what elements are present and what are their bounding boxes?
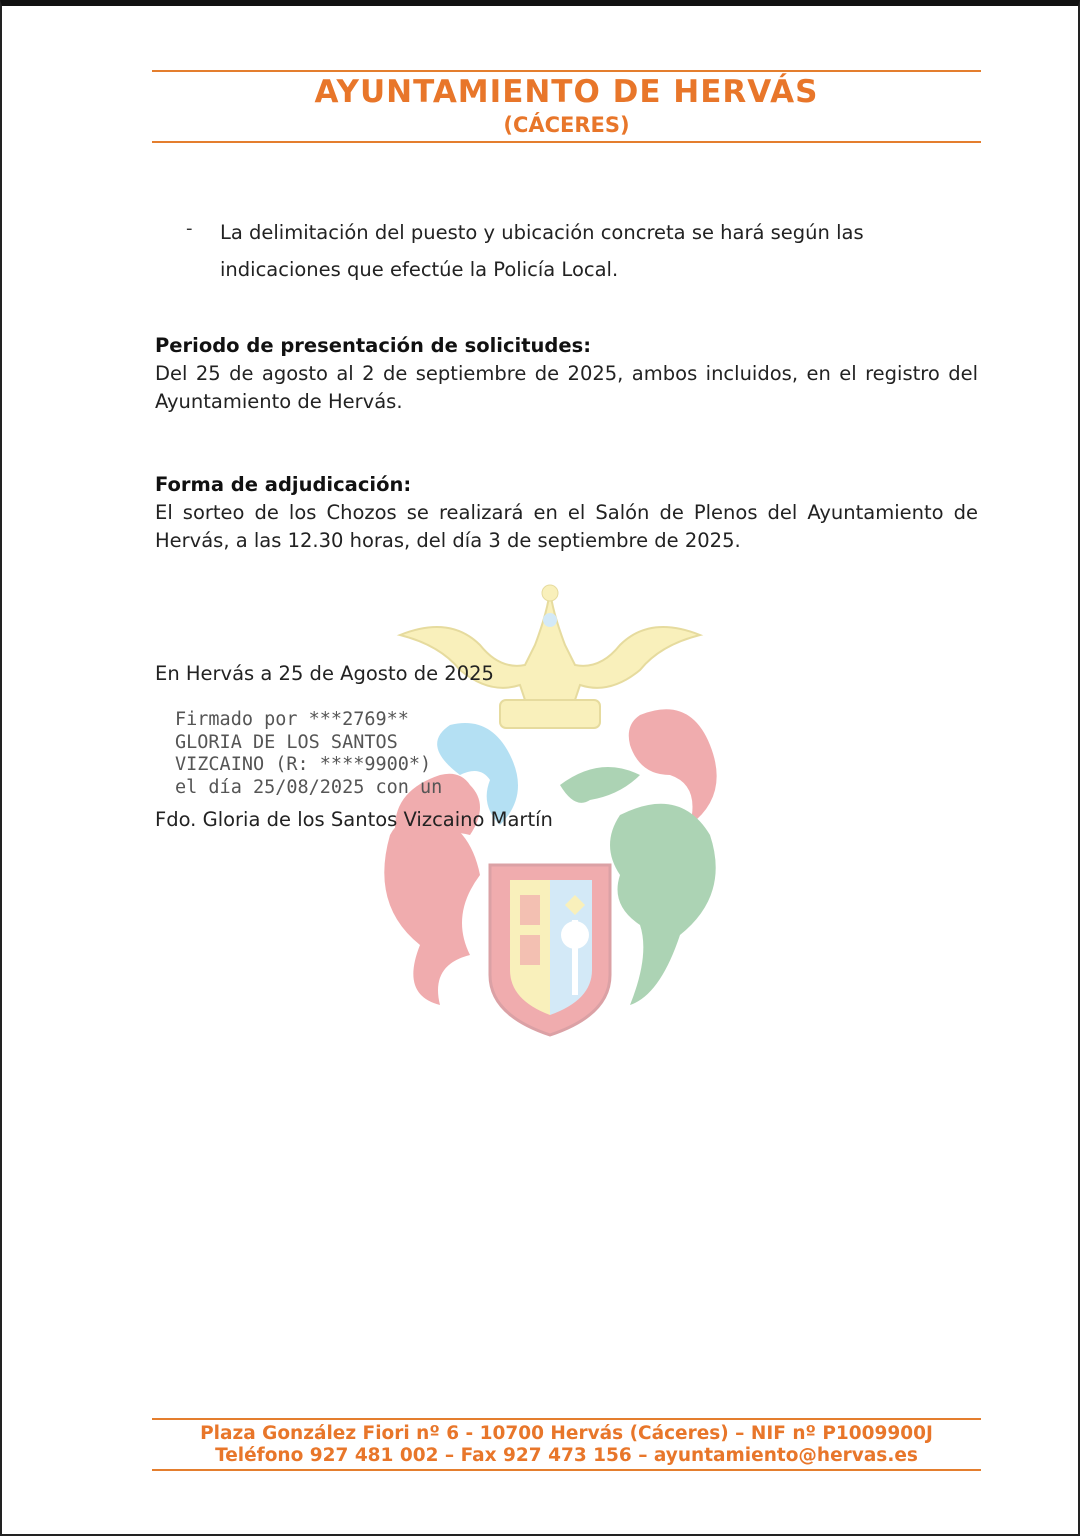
- footer-top-rule: [152, 1418, 981, 1420]
- periodo-body: Del 25 de agosto al 2 de septiembre de 2025, ambos incluidos, en el registro del Ayuntamiento de Hervás.: [155, 362, 978, 413]
- header-subtitle: (CÁCERES): [503, 113, 630, 137]
- periodo-heading: Periodo de presentación de solicitudes:: [155, 334, 592, 357]
- header-top-rule: [152, 70, 981, 72]
- forma-body: El sorteo de los Chozos se realizará en el Salón de Plenos del Ayuntamiento de Hervás, a las 12.30 horas, del día 3 de septiembre de 2025.: [155, 501, 978, 552]
- forma-heading: Forma de adjudicación:: [155, 473, 412, 496]
- crown-icon: [400, 585, 700, 728]
- digital-signature-stamp: [175, 709, 442, 799]
- footer-contact: Teléfono 927 481 002 – Fax 927 473 156 – ayuntamiento@hervas.es: [215, 1445, 918, 1466]
- shield-icon: [490, 865, 610, 1035]
- header-title: AYUNTAMIENTO DE HERVÁS: [314, 74, 819, 110]
- header-bottom-rule: [152, 141, 981, 143]
- forma-section: [155, 471, 978, 555]
- bullet-text: La delimitación del puesto y ubicación concreta se hará según las indicaciones que efectúe la Policía Local.: [220, 221, 864, 281]
- periodo-section: [155, 332, 978, 416]
- footer-bottom-rule: [152, 1469, 981, 1471]
- footer-address: Plaza González Fiori nº 6 - 10700 Hervás (Cáceres) – NIF nº P1009900J: [200, 1423, 933, 1444]
- signature-line: Firmado por ***2769**: [175, 709, 409, 730]
- signature-line: VIZCAINO (R: ****9900*): [175, 754, 432, 775]
- signer-name: Fdo. Gloria de los Santos Vizcaino Martín: [155, 808, 553, 831]
- right-green-swirl: [610, 804, 716, 1005]
- date-line: En Hervás a 25 de Agosto de 2025: [155, 662, 494, 685]
- bullet-marker: -: [186, 218, 193, 239]
- signature-line: el día 25/08/2025 con un: [175, 776, 443, 798]
- signature-line: GLORIA DE LOS SANTOS: [175, 731, 398, 753]
